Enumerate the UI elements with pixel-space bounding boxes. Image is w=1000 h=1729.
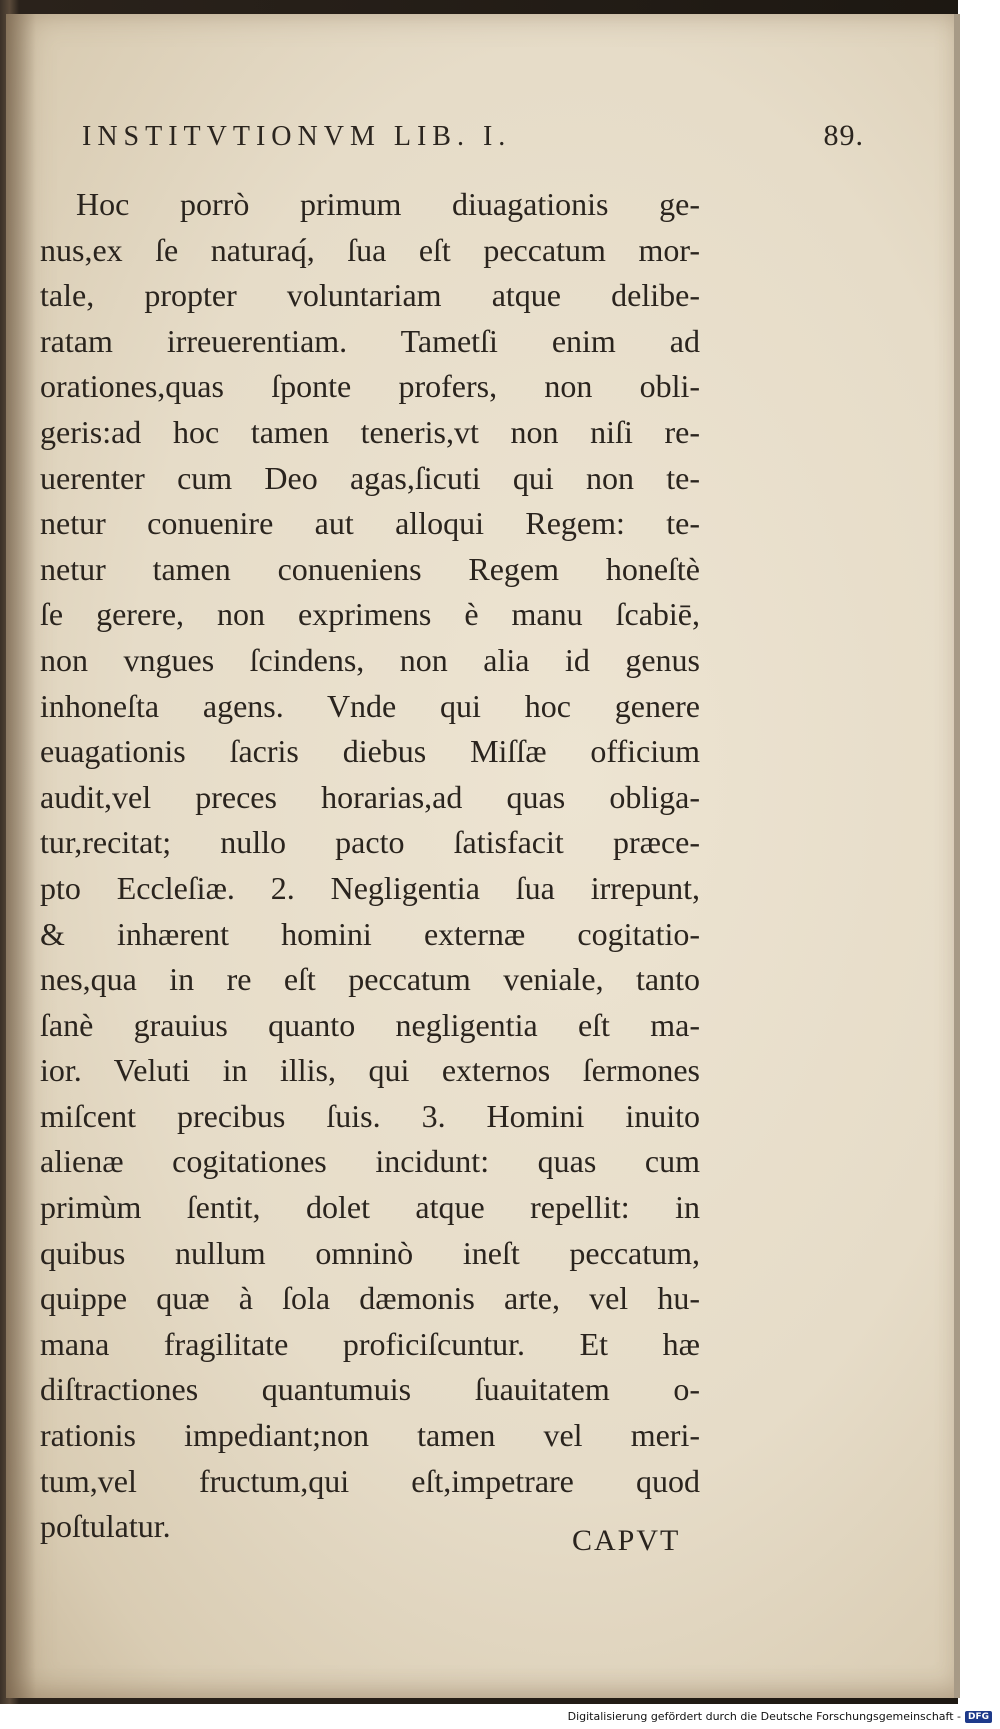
text-line: audit,vel preces horarias,ad quas obliga-	[40, 778, 700, 815]
text-line: netur tamen conueniens Regem honeſtè	[40, 550, 700, 587]
text-line: netur conuenire aut alloqui Regem: te-	[40, 505, 700, 542]
text-line: pto Eccleſiæ. 2. Negligentia ſua irrepunt,	[40, 869, 700, 906]
book-page	[6, 14, 960, 1698]
text-line: Hoc porrò primum diuagationis ge-	[76, 186, 700, 222]
text-line: diſtractiones quantumuis ſuauitatem o-	[40, 1371, 700, 1408]
text-line: alienæ cogitationes incidunt: quas cum	[40, 1143, 700, 1180]
body-text	[40, 182, 700, 1550]
text-line: euagationis ſacris diebus Miſſæ officium	[40, 733, 700, 770]
page-number: 89.	[823, 119, 864, 152]
text-line: mana fragilitate proficiſcuntur. Et hæ	[40, 1325, 700, 1362]
text-line: inhoneſta agens. Vnde qui hoc genere	[40, 687, 700, 724]
text-line: ratam irreuerentiam. Tametſi enim ad	[40, 322, 700, 359]
text-line: primùm ſentit, dolet atque repellit: in	[40, 1189, 700, 1226]
text-line: quippe quæ à ſola dæmonis arte, vel hu-	[40, 1280, 700, 1317]
catchword: CAPVT	[572, 1524, 681, 1557]
text-line: ſe gerere, non exprimens è manu ſcabiē,	[40, 596, 700, 633]
running-head-title: INSTITVTIONVM LIB. I.	[82, 121, 512, 152]
text-line: tale, propter voluntariam atque delibe-	[40, 277, 700, 314]
text-line: poſtulatur.	[40, 1508, 171, 1545]
text-line: miſcent precibus ſuis. 3. Homini inuito	[40, 1097, 700, 1134]
text-line: geris:ad hoc tamen teneris,vt non niſi re-	[40, 413, 700, 450]
text-line: tur,recitat; nullo pacto ſatisfacit præce-	[40, 824, 700, 861]
dfg-logo: DFG	[965, 1711, 992, 1723]
gutter-shadow	[6, 14, 36, 1698]
text-line: ſanè grauius quanto negligentia eſt ma-	[40, 1006, 700, 1043]
text-line: & inhærent homini externæ cogitatio-	[40, 915, 700, 952]
text-line: non vngues ſcindens, non alia id genus	[40, 641, 700, 678]
text-line: rationis impediant;non tamen vel meri-	[40, 1417, 700, 1454]
text-line: nes,qua in re eſt peccatum veniale, tanto	[40, 961, 700, 998]
text-line: orationes,quas ſponte profers, non obli-	[40, 368, 700, 405]
text-line: quibus nullum omninò ineſt peccatum,	[40, 1234, 700, 1271]
text-line: nus,ex ſe naturaq́, ſua eſt peccatum mor-	[40, 231, 700, 268]
text-line: tum,vel fructum,qui eſt,impetrare quod	[40, 1462, 700, 1499]
footer-strip	[0, 1704, 1000, 1729]
funding-note: Digitalisierung gefördert durch die Deutsche Forschungsgemeinschaft -	[567, 1710, 961, 1723]
text-line: uerenter cum Deo agas,ſicuti qui non te-	[40, 459, 700, 496]
running-head	[82, 119, 864, 159]
text-line: ior. Veluti in illis, qui externos ſermones	[40, 1052, 700, 1089]
